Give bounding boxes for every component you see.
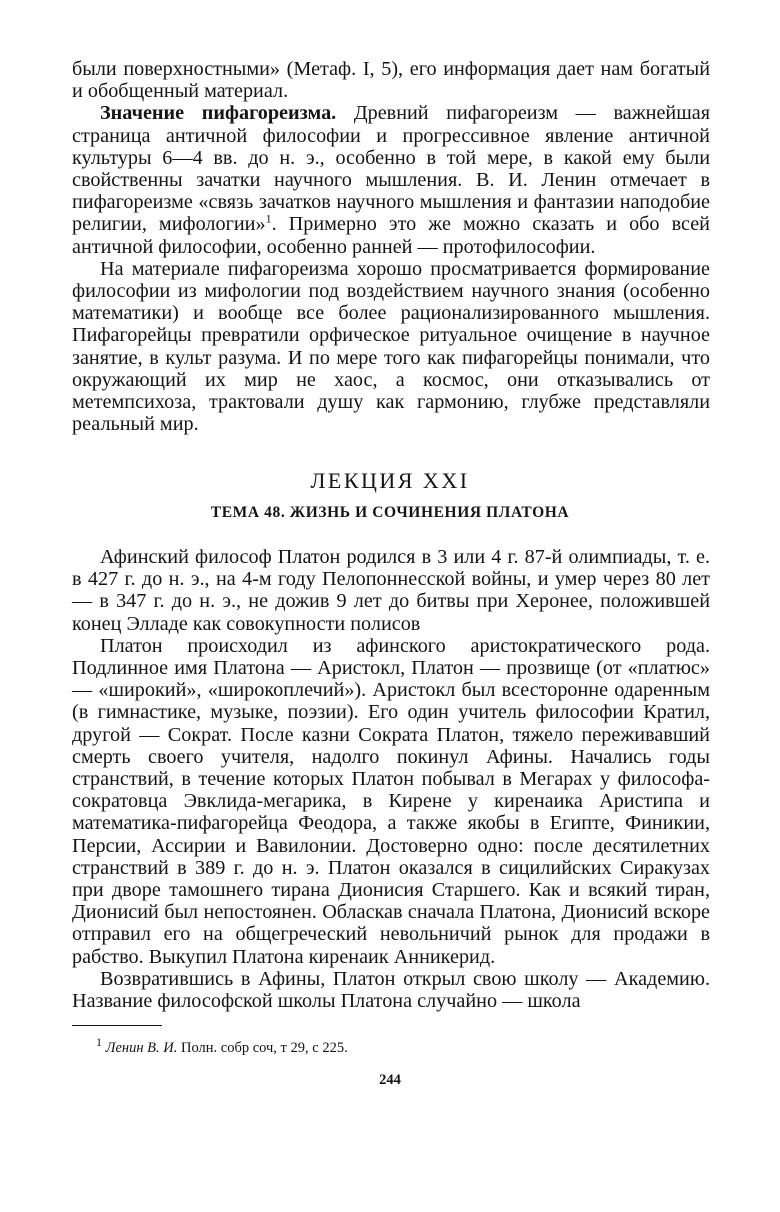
lecture-body-text — [72, 546, 710, 1012]
paragraph-significance — [72, 102, 710, 257]
paragraph-continuation: были поверхностными» (Метаф. I, 5), его информация дает нам богатый и обобщенный материал. — [72, 58, 710, 103]
footnote — [96, 1035, 348, 1057]
footnote-divider — [72, 1025, 162, 1026]
paragraph-academy: Возвратившись в Афины, Платон открыл свою школу — Академию. Название философской школы Платона случайно — школа — [72, 967, 710, 1013]
paragraph-birth: Афинский философ Платон родился в 3 или 4 г. 87-й олимпиады, т. е. в 427 г. до н. э., на 4-м году Пелопоннесской войны, и умер через 80 лет — в 347 г. до н. э., не дожив 9 лет до битвы при Херонее, положившей конец Элладе как совокупности полисов — [72, 546, 710, 635]
run-in-heading: Значение пифагореизма. — [100, 102, 337, 125]
page-number: 244 — [379, 1072, 401, 1088]
paragraph-text-tail: . Примерно это же можно сказать и обо всей античной философии, особенно ранней — протофилософии. — [72, 213, 710, 258]
footnote-mark: 1 — [96, 1035, 102, 1050]
paragraph-origin: Платон происходил из афинского аристократического рода. Подлинное имя Платона — Аристокл, Платон — прозвище (от «платюс» — «широкий», «широкоплечий»). Аристокл был всесторонне одаренным (в гимнастике, музыке, поэзии). Его один учитель философии Кратил, другой — Сократ. После казни Сократа Платон, тяжело переживавший смерть своего учителя, надолго покинул Афины. Начались годы странствий, в течение которых Платон побывал в Мегарах у философа-сократовца Эвклида-мегарика, в Кирене у киренаика Аристипа и математика-пифагорейца Феодора, а также якобы в Египте, Финикии, Персии, Ассирии и Вавилонии. Достоверно одно: после десятилетних странствий в 389 г. до н. э. Платон оказался в сицилийских Сиракузах при дворе тамошнего тирана Дионисия Старшего. Как и всякий тиран, Дионисий был непостоянен. Обласкав сначала Платона, Дионисий вскоре отправил его на общегреческий невольничий рынок для продажи в рабство. Выкупил Платона киренаик Анникерид. — [72, 634, 710, 968]
footnote-author: Ленин В. И. — [105, 1040, 178, 1056]
previous-lecture-text — [72, 58, 710, 435]
paragraph-mythology: На материале пифагореизма хорошо просматривается формирование философии из мифологии под воздействием научного знания (особенно математики) и вообще все более рационализированного мышления. Пифагорейцы превратили орфическое ритуальное очищение в научное занятие, в культ разума. И по мере того как пифагорейцы понимали, что окружающий их мир не хаос, а космос, они отказывались от метемпсихоза, трактовали душу как гармонию, глубже представляли реальный мир. — [72, 257, 710, 436]
footnote-reference: 1 — [265, 211, 272, 226]
topic-heading: ТЕМА 48. ЖИЗНЬ И СОЧИНЕНИЯ ПЛАТОНА — [210, 504, 570, 521]
footnote-source: Полн. собр соч, т 29, с 225. — [180, 1040, 348, 1056]
paragraph-text: Древний пифагореизм — важнейшая страница античной философии и прогрессивное явление античной культуры 6—4 вв. до н. э., особенно в той мере, в какой ему были свойственны зачатки научного мышления. В. И. Ленин отмечает в пифагореизме «связь зачатков научного мышления и фантазии наподобие религии, мифологии» — [72, 102, 710, 236]
lecture-heading: ЛЕКЦИЯ XXI — [310, 468, 470, 493]
